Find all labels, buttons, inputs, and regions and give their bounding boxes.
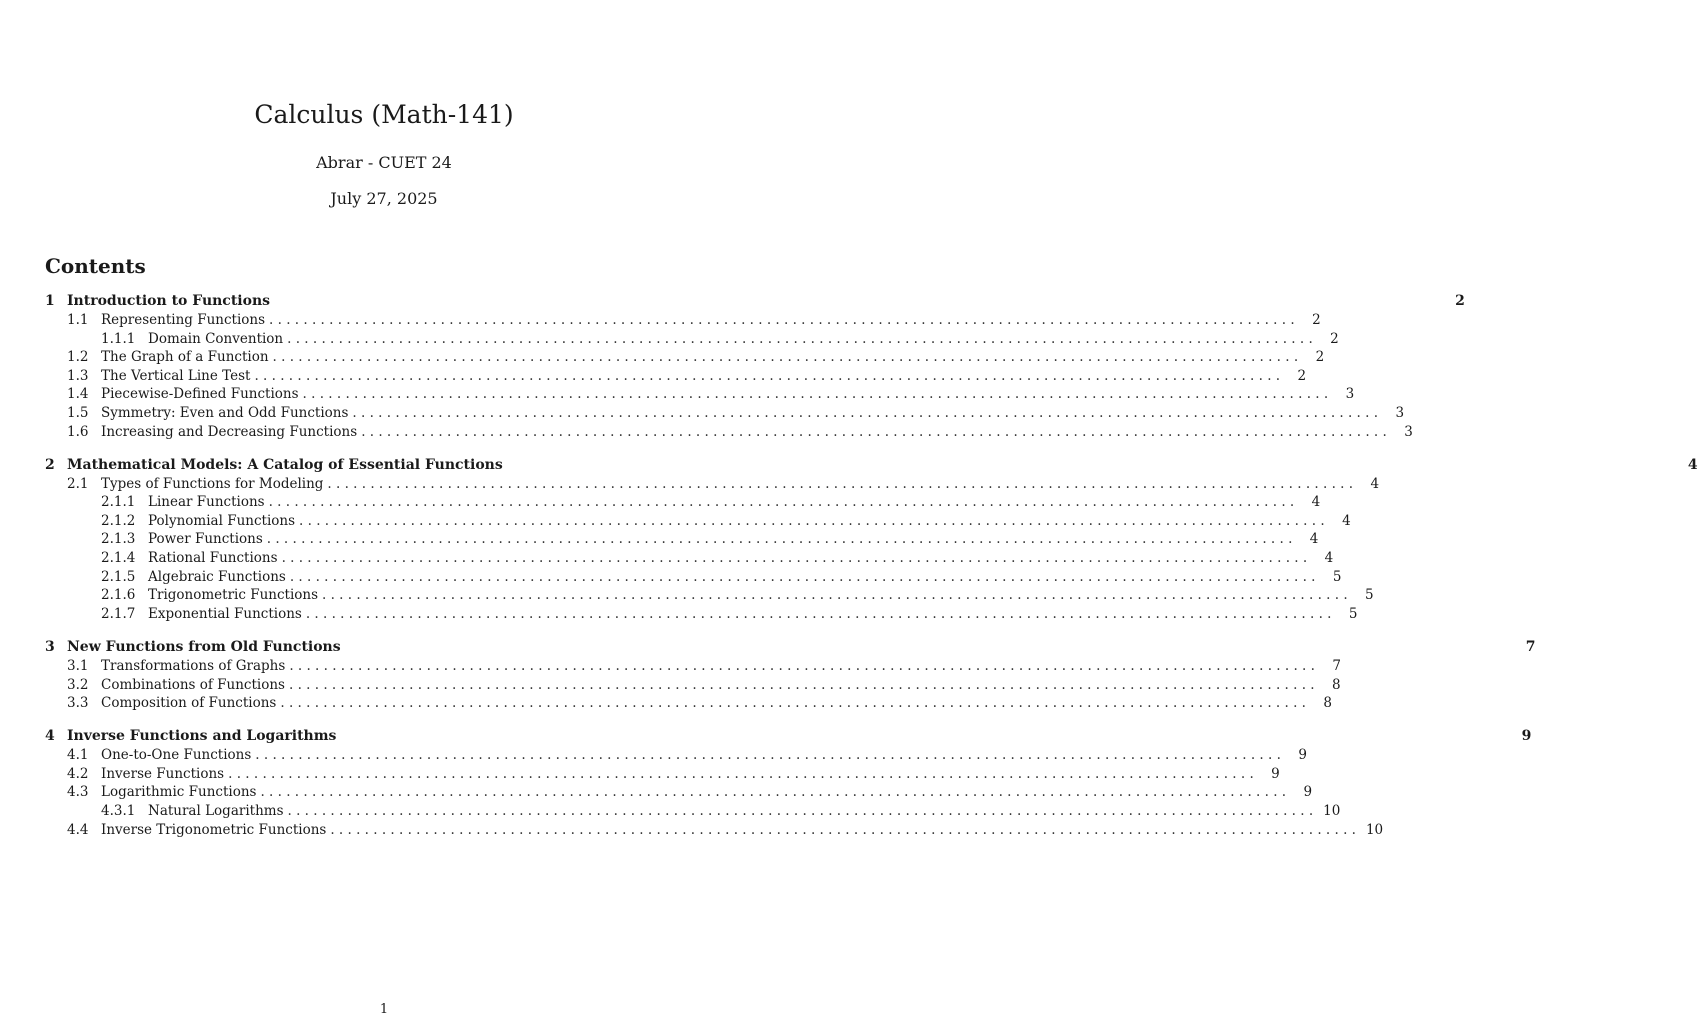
toc-entry-page: 5: [1365, 587, 1374, 604]
toc-subsubsection[interactable]: [45, 802, 1341, 821]
contents-heading: Contents: [45, 254, 146, 278]
toc-entry-number: 4.2: [67, 765, 89, 782]
toc-entry-page: 5: [1348, 605, 1358, 622]
toc-entry-number: 4.4: [67, 821, 89, 838]
toc-subsubsection[interactable]: [45, 530, 1319, 549]
toc-leader-dots: . . . . . . . . . . . . . . . . . . . . . . . . . . . . . . . . . . . . . . . . . . . . . . . . . . . . . . . . . . . . . . . . . . . . . . . . . . . . . . . . . . . . . . . . . . . . . . . . . . . . . . . . . . . . . . . . . . . . . . . .: [266, 531, 1293, 548]
toc-subsection[interactable]: [45, 676, 1341, 695]
toc-subsubsection[interactable]: [45, 549, 1334, 568]
toc-subsubsection[interactable]: [45, 605, 1358, 624]
toc-entry-page: 7: [1332, 657, 1341, 674]
toc-subsection[interactable]: [45, 367, 1307, 386]
toc-entry-title: The Graph of a Function: [101, 349, 269, 366]
toc-entry-number: 3: [45, 638, 55, 655]
toc-entry-number: 1: [45, 293, 55, 309]
toc-entry-title: Transformations of Graphs: [101, 657, 286, 674]
toc-entry-page: 9: [1303, 784, 1313, 801]
toc-leader-dots: . . . . . . . . . . . . . . . . . . . . . . . . . . . . . . . . . . . . . . . . . . . . . . . . . . . . . . . . . . . . . . . . . . . . . . . . . . . . . . . . . . . . . . . . . . . . . . . . . . . . . . . . . . . . . . . . . . . . . . . .: [302, 386, 1329, 403]
toc-leader-dots: . . . . . . . . . . . . . . . . . . . . . . . . . . . . . . . . . . . . . . . . . . . . . . . . . . . . . . . . . . . . . . . . . . . . . . . . . . . . . . . . . . . . . . . . . . . . . . . . . . . . . . . . . . . . . . . . . . . . . . . .: [327, 475, 1354, 492]
toc-entry-page: 3: [1395, 404, 1405, 421]
toc-leader-dots: . . . . . . . . . . . . . . . . . . . . . . . . . . . . . . . . . . . . . . . . . . . . . . . . . . . . . . . . . . . . . . . . . . . . . . . . . . . . . . . . . . . . . . . . . . . . . . . . . . . . . . . . . . . . . . . . . . . . . . . .: [352, 404, 1379, 421]
toc-entry-title: Inverse Trigonometric Functions: [101, 821, 327, 838]
toc-subsection[interactable]: [45, 783, 1313, 802]
toc-entry-number: 2.1: [67, 475, 89, 492]
toc-entry-title: The Vertical Line Test: [101, 367, 251, 384]
toc-subsection[interactable]: [45, 475, 1380, 494]
toc-entry-page: 9: [1521, 728, 1532, 745]
document-date: July 27, 2025: [330, 189, 438, 208]
toc-leader-dots: . . . . . . . . . . . . . . . . . . . . . . . . . . . . . . . . . . . . . . . . . . . . . . . . . . . . . . . . . . . . . . . . . . . . . . . . . . . . . . . . . . . . . . . . . . . . . . . . . . . . . . . . . . . . . . . . . . . . . . . .: [281, 550, 1308, 567]
toc-entry-number: 1.3: [67, 367, 89, 384]
toc-entry-title: Piecewise-Defined Functions: [101, 386, 299, 403]
toc-leader-dots: . . . . . . . . . . . . . . . . . . . . . . . . . . . . . . . . . . . . . . . . . . . . . . . . . . . . . . . . . . . . . . . . . . . . . . . . . . . . . . . . . . . . . . . . . . . . . . . . . . . . . . . . . . . . . . . . . . . . . . . .: [269, 312, 1295, 328]
toc-entry-page: 8: [1323, 695, 1332, 712]
toc-subsection[interactable]: [45, 348, 1325, 367]
toc-entry-number: 1.1.1: [101, 330, 136, 347]
toc-leader-dots: . . . . . . . . . . . . . . . . . . . . . . . . . . . . . . . . . . . . . . . . . . . . . . . . . . . . . . . . . . . . . . . . . . . . . . . . . . . . . . . . . . . . . . . . . . . . . . . . . . . . . . . . . . . . . . . . . . . . . . . .: [254, 367, 1281, 384]
toc-entry-page: 4: [1309, 531, 1319, 548]
toc-entry-number: 4.3.1: [101, 802, 136, 819]
toc-leader-dots: . . . . . . . . . . . . . . . . . . . . . . . . . . . . . . . . . . . . . . . . . . . . . . . . . . . . . . . . . . . . . . . . . . . . . . . . . . . . . . . . . . . . . . . . . . . . . . . . . . . . . . . . . . . . . . . . . . . . . . . .: [228, 765, 1254, 782]
toc-entry-title: Mathematical Models: A Catalog of Essential Functions: [67, 456, 503, 473]
toc-subsection[interactable]: [45, 404, 1405, 423]
toc-entry-title: Inverse Functions and Logarithms: [67, 728, 337, 745]
toc-entry-page: 5: [1332, 568, 1342, 585]
toc-entry-page: 4: [1324, 550, 1334, 567]
toc-leader-dots: . . . . . . . . . . . . . . . . . . . . . . . . . . . . . . . . . . . . . . . . . . . . . . . . . . . . . . . . . . . . . . . . . . . . . . . . . . . . . . . . . . . . . . . . . . . . . . . . . . . . . . . . . . . . . . . . . . . . . . . .: [268, 494, 1295, 511]
toc-leader-dots: . . . . . . . . . . . . . . . . . . . . . . . . . . . . . . . . . . . . . . . . . . . . . . . . . . . . . . . . . . . . . . . . . . . . . . . . . . . . . . . . . . . . . . . . . . . . . . . . . . . . . . . . . . . . . . . . . . . . . . . .: [255, 747, 1281, 764]
toc-entry-number: 2: [45, 456, 55, 473]
toc-leader-dots: . . . . . . . . . . . . . . . . . . . . . . . . . . . . . . . . . . . . . . . . . . . . . . . . . . . . . . . . . . . . . . . . . . . . . . . . . . . . . . . . . . . . . . . . . . . . . . . . . . . . . . . . . . . . . . . . . . . . . . . .: [287, 330, 1313, 347]
toc-leader-dots: . . . . . . . . . . . . . . . . . . . . . . . . . . . . . . . . . . . . . . . . . . . . . . . . . . . . . . . . . . . . . . . . . . . . . . . . . . . . . . . . . . . . . . . . . . . . . . . . . . . . . . . . . . . . . . . . . . . . . . . .: [272, 349, 1299, 366]
toc-subsection[interactable]: [45, 311, 1321, 330]
document-title: Calculus (Math-141): [254, 100, 514, 129]
toc-entry-title: Rational Functions: [148, 550, 278, 567]
toc-entry-page: 2: [1297, 367, 1307, 384]
toc-subsubsection[interactable]: [45, 586, 1374, 605]
table-of-contents: [45, 292, 1698, 839]
toc-subsubsection[interactable]: [45, 512, 1351, 531]
toc-entry-title: Introduction to Functions: [67, 293, 271, 309]
toc-entry-number: 3.2: [67, 676, 89, 693]
document-author: Abrar - CUET 24: [316, 153, 452, 172]
toc-subsection[interactable]: [45, 821, 1384, 840]
toc-subsubsection[interactable]: [45, 493, 1321, 512]
toc-entry-number: 3.1: [67, 657, 89, 674]
toc-entry-number: 1.5: [67, 404, 89, 421]
toc-leader-dots: . . . . . . . . . . . . . . . . . . . . . . . . . . . . . . . . . . . . . . . . . . . . . . . . . . . . . . . . . . . . . . . . . . . . . . . . . . . . . . . . . . . . . . . . . . . . . . . . . . . . . . . . . . . . . . . . . . . . . . . .: [289, 657, 1315, 674]
toc-entry-number: 2.1.1: [101, 494, 136, 511]
toc-entry-title: Algebraic Functions: [148, 568, 286, 585]
toc-entry-title: Linear Functions: [148, 494, 265, 511]
toc-entry-title: Exponential Functions: [148, 605, 302, 622]
toc-entry-page: 2: [1312, 312, 1321, 328]
toc-entry-title: Polynomial Functions: [148, 512, 296, 529]
toc-entry-page: 10: [1365, 821, 1384, 838]
toc-subsection[interactable]: [45, 746, 1307, 765]
toc-leader-dots: . . . . . . . . . . . . . . . . . . . . . . . . . . . . . . . . . . . . . . . . . . . . . . . . . . . . . . . . . . . . . . . . . . . . . . . . . . . . . . . . . . . . . . . . . . . . . . . . . . . . . . . . . . . . . . . . . . . . . . . .: [280, 695, 1306, 712]
toc-subsubsection[interactable]: [45, 568, 1342, 587]
toc-entry-number: 2.1.7: [101, 605, 136, 622]
toc-leader-dots: . . . . . . . . . . . . . . . . . . . . . . . . . . . . . . . . . . . . . . . . . . . . . . . . . . . . . . . . . . . . . . . . . . . . . . . . . . . . . . . . . . . . . . . . . . . . . . . . . . . . . . . . . . . . . . . . . . . . . . . .: [299, 512, 1325, 529]
toc-entry-page: 10: [1323, 802, 1341, 819]
toc-entry-title: Types of Functions for Modeling: [101, 475, 324, 492]
toc-entry-title: New Functions from Old Functions: [67, 638, 341, 655]
toc-subsection[interactable]: [45, 694, 1332, 713]
toc-entry-page: 9: [1298, 747, 1307, 764]
toc-entry-number: 2.1.3: [101, 531, 136, 548]
toc-leader-dots: . . . . . . . . . . . . . . . . . . . . . . . . . . . . . . . . . . . . . . . . . . . . . . . . . . . . . . . . . . . . . . . . . . . . . . . . . . . . . . . . . . . . . . . . . . . . . . . . . . . . . . . . . . . . . . . . . . . . . . . .: [288, 676, 1315, 693]
toc-entry-number: 4.3: [67, 784, 89, 801]
toc-entry-page: 7: [1525, 638, 1536, 655]
toc-section[interactable]: [45, 727, 1532, 746]
toc-subsection[interactable]: [45, 385, 1355, 404]
toc-entry-title: Increasing and Decreasing Functions: [101, 423, 358, 440]
toc-subsection[interactable]: [45, 765, 1280, 784]
toc-section[interactable]: [45, 456, 1698, 475]
toc-entry-title: Representing Functions: [101, 312, 266, 328]
toc-entry-number: 2.1.5: [101, 568, 136, 585]
toc-entry-page: 4: [1687, 456, 1698, 473]
page-number: 1: [379, 1002, 389, 1017]
toc-entry-page: 3: [1345, 386, 1355, 403]
toc-entry-number: 3.3: [67, 695, 89, 712]
toc-entry-title: Composition of Functions: [101, 695, 277, 712]
toc-entry-title: Combinations of Functions: [101, 676, 285, 693]
toc-subsubsection[interactable]: [45, 330, 1339, 349]
toc-entry-number: 2.1.6: [101, 587, 136, 604]
toc-entry-number: 4: [45, 728, 55, 745]
toc-subsection[interactable]: [45, 423, 1413, 442]
toc-entry-page: 9: [1271, 765, 1280, 782]
toc-entry-number: 2.1.4: [101, 550, 136, 567]
toc-leader-dots: . . . . . . . . . . . . . . . . . . . . . . . . . . . . . . . . . . . . . . . . . . . . . . . . . . . . . . . . . . . . . . . . . . . . . . . . . . . . . . . . . . . . . . . . . . . . . . . . . . . . . . . . . . . . . . . . . . . . . . . .: [361, 423, 1387, 440]
toc-entry-page: 4: [1311, 494, 1321, 511]
toc-entry-number: 4.1: [67, 747, 89, 764]
toc-entry-number: 1.6: [67, 423, 89, 440]
toc-entry-number: 1.4: [67, 386, 89, 403]
toc-entry-title: One-to-One Functions: [101, 747, 252, 764]
toc-entry-page: 4: [1342, 512, 1351, 529]
toc-entry-title: Natural Logarithms: [148, 802, 284, 819]
toc-entry-title: Logarithmic Functions: [101, 784, 257, 801]
toc-entry-page: 2: [1455, 293, 1465, 309]
toc-entry-number: 1.2: [67, 349, 89, 366]
toc-leader-dots: . . . . . . . . . . . . . . . . . . . . . . . . . . . . . . . . . . . . . . . . . . . . . . . . . . . . . . . . . . . . . . . . . . . . . . . . . . . . . . . . . . . . . . . . . . . . . . . . . . . . . . . . . . . . . . . . . . . . . . . .: [287, 802, 1314, 819]
toc-entry-title: Inverse Functions: [101, 765, 225, 782]
toc-leader-dots: . . . . . . . . . . . . . . . . . . . . . . . . . . . . . . . . . . . . . . . . . . . . . . . . . . . . . . . . . . . . . . . . . . . . . . . . . . . . . . . . . . . . . . . . . . . . . . . . . . . . . . . . . . . . . . . . . . . . . . . .: [289, 568, 1316, 585]
toc-leader-dots: . . . . . . . . . . . . . . . . . . . . . . . . . . . . . . . . . . . . . . . . . . . . . . . . . . . . . . . . . . . . . . . . . . . . . . . . . . . . . . . . . . . . . . . . . . . . . . . . . . . . . . . . . . . . . . . . . . . . . . . .: [305, 605, 1332, 622]
toc-leader-dots: . . . . . . . . . . . . . . . . . . . . . . . . . . . . . . . . . . . . . . . . . . . . . . . . . . . . . . . . . . . . . . . . . . . . . . . . . . . . . . . . . . . . . . . . . . . . . . . . . . . . . . . . . . . . . . . . . . . . . . . .: [260, 784, 1287, 801]
toc-section[interactable]: [45, 638, 1536, 657]
toc-entry-page: 8: [1332, 676, 1341, 693]
toc-entry-title: Domain Convention: [148, 330, 284, 347]
toc-entry-page: 2: [1330, 330, 1339, 347]
toc-entry-title: Symmetry: Even and Odd Functions: [101, 404, 349, 421]
toc-subsection[interactable]: [45, 657, 1341, 676]
toc-leader-dots: . . . . . . . . . . . . . . . . . . . . . . . . . . . . . . . . . . . . . . . . . . . . . . . . . . . . . . . . . . . . . . . . . . . . . . . . . . . . . . . . . . . . . . . . . . . . . . . . . . . . . . . . . . . . . . . . . . . . . . . .: [322, 587, 1348, 604]
toc-entry-page: 3: [1404, 423, 1413, 440]
toc-entry-number: 2.1.2: [101, 512, 136, 529]
toc-entry-title: Trigonometric Functions: [148, 587, 319, 604]
toc-section[interactable]: [45, 292, 1465, 311]
toc-entry-page: 4: [1370, 475, 1380, 492]
toc-entry-number: 1.1: [67, 312, 89, 328]
toc-entry-title: Power Functions: [148, 531, 263, 548]
toc-entry-page: 2: [1315, 349, 1325, 366]
toc-leader-dots: . . . . . . . . . . . . . . . . . . . . . . . . . . . . . . . . . . . . . . . . . . . . . . . . . . . . . . . . . . . . . . . . . . . . . . . . . . . . . . . . . . . . . . . . . . . . . . . . . . . . . . . . . . . . . . . . . . . . . . . .: [330, 821, 1356, 838]
